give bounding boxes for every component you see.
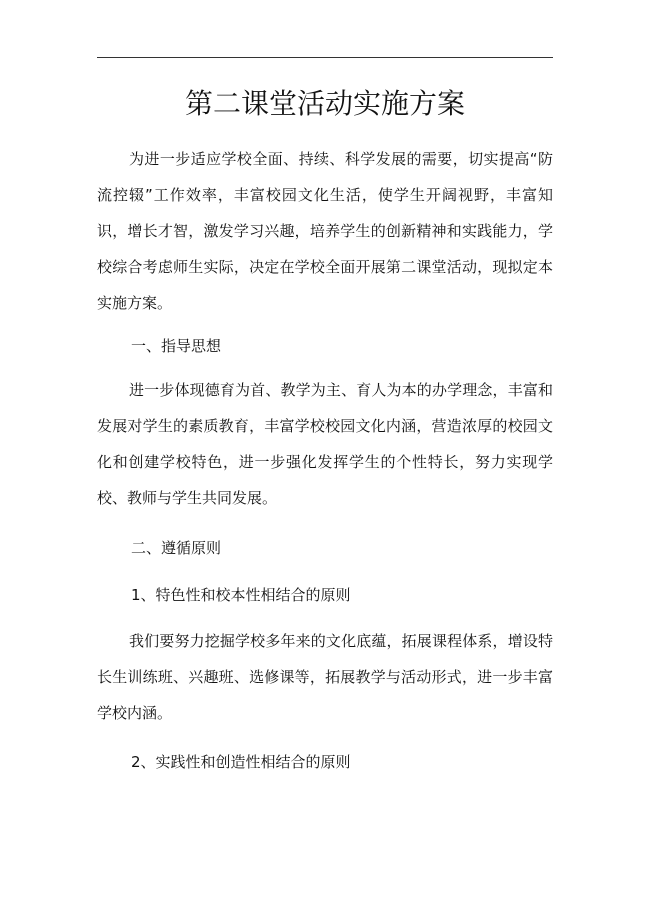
section-heading-guiding-ideology: 一、指导思想 bbox=[131, 337, 222, 355]
principle-1-heading: 1、特色性和校本性相结合的原则 bbox=[131, 586, 351, 604]
intro-paragraph: 为进一步适应学校全面、持续、科学发展的需要，切实提高“防流控辍”工作效率，丰富校园文化生活，使学生开阔视野，丰富知识，增长才智，激发学习兴趣，培养学生的创新精神和实践能力，学校综合考虑师生实际，决定在学校全面开展第二课堂活动，现拟定本实施方案。 bbox=[97, 150, 553, 312]
principle-2-heading: 2、实践性和创造性相结合的原则 bbox=[131, 753, 351, 771]
principle-1-paragraph: 我们要努力挖掘学校多年来的文化底蕴，拓展课程体系，增设特长生训练班、兴趣班、选修课等，拓展教学与活动形式，进一步丰富学校内涵。 bbox=[97, 632, 553, 722]
guiding-ideology-paragraph: 进一步体现德育为首、教学为主、育人为本的办学理念，丰富和发展对学生的素质教育，丰富学校校园文化内涵，营造浓厚的校园文化和创建学校特色，进一步强化发挥学生的个性特长，努力实现学校、教师与学生共同发展。 bbox=[97, 381, 553, 507]
document-title: 第二课堂活动实施方案 bbox=[184, 87, 465, 120]
header-rule bbox=[97, 57, 553, 58]
section-heading-principles: 二、遵循原则 bbox=[131, 539, 222, 557]
